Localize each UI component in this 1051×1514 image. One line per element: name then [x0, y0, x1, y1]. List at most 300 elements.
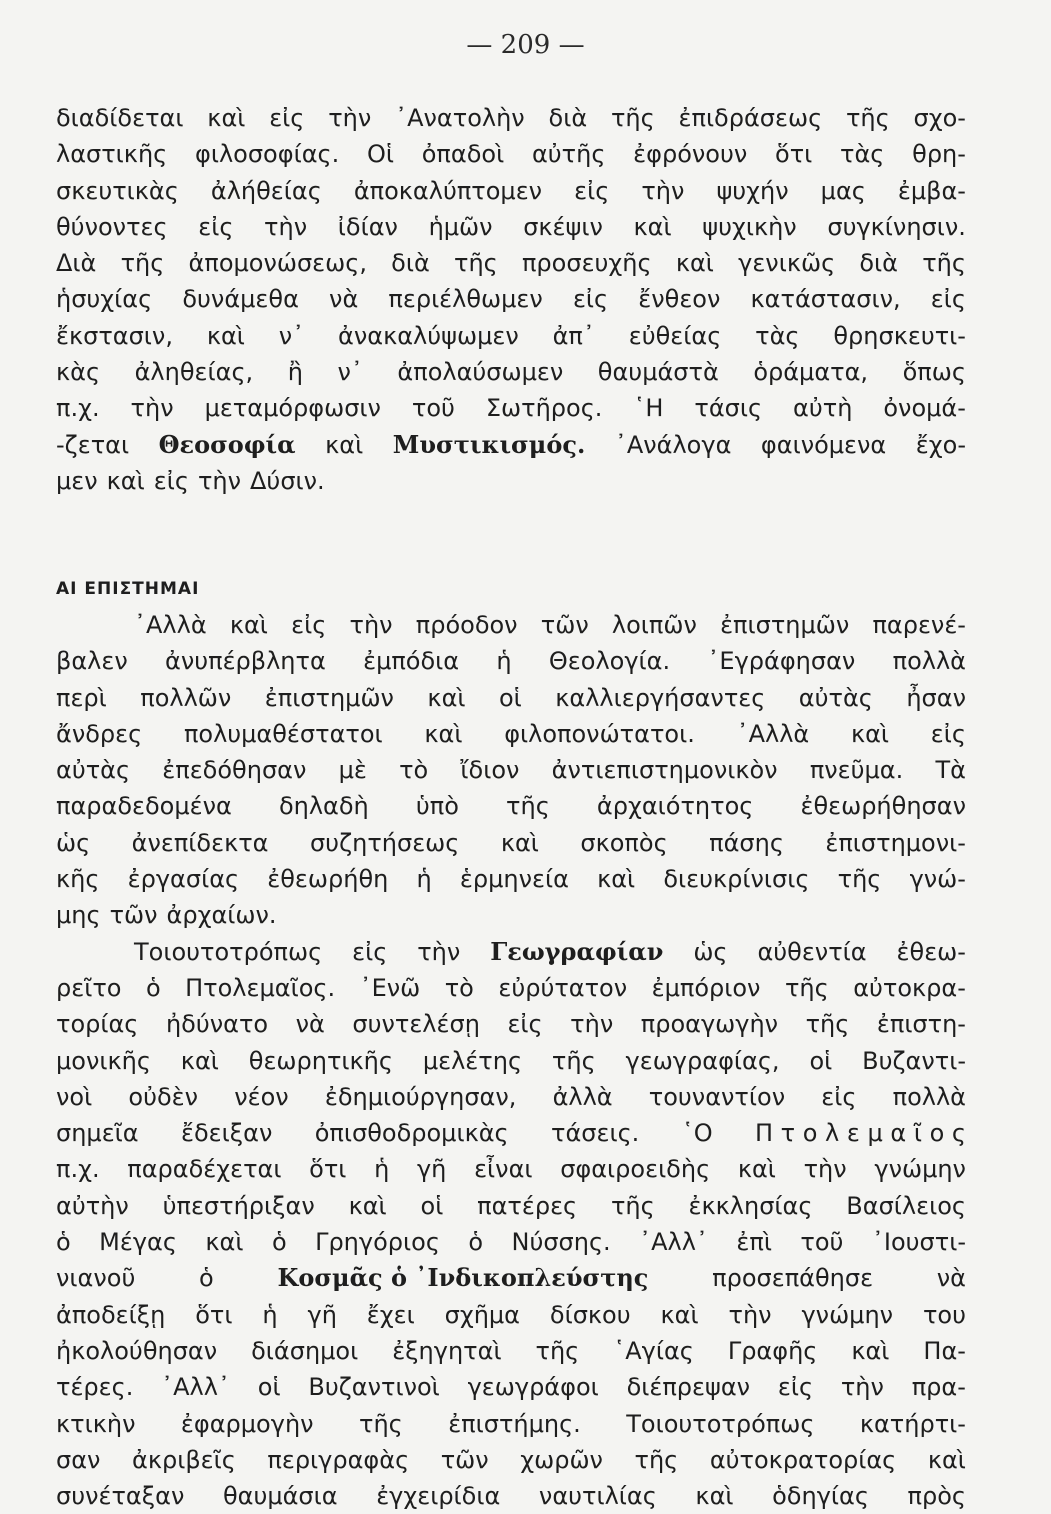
word: τὴν	[328, 104, 372, 132]
word: ἐθεω-	[896, 937, 966, 966]
text-line	[56, 1224, 966, 1260]
word: εἰς	[198, 212, 234, 241]
word: μεν	[56, 466, 98, 495]
word: ἀποκαλύπτομεν	[353, 176, 543, 205]
word: ἔχει	[366, 1300, 415, 1329]
word: πολλὰ	[892, 647, 966, 676]
word: τὴν	[130, 394, 174, 423]
word: ᾿Ανατολὴν	[395, 104, 525, 132]
word: καὶ	[660, 1300, 699, 1329]
word: ν᾿	[337, 358, 363, 387]
word: Π τ ο λ ε μ α ῖ ο ς	[754, 1119, 966, 1148]
word: καὶ	[597, 865, 636, 894]
word: ὅτι	[309, 1155, 347, 1184]
word: διὰ	[548, 104, 588, 132]
word: τὴν	[840, 1373, 884, 1402]
word: τῆς	[805, 1010, 850, 1039]
word: θρησκευτι-	[833, 321, 966, 350]
word: Θεολογία.	[548, 647, 671, 676]
word: αὐτοκρα-	[853, 973, 966, 1002]
word: νὰ	[936, 1264, 966, 1293]
word: Πα-	[923, 1336, 966, 1365]
text-line	[56, 209, 966, 245]
word: καὶ	[500, 828, 539, 857]
text-line	[56, 1478, 966, 1514]
word: καὶ	[229, 611, 268, 639]
word: μὲ	[338, 756, 367, 785]
word: π.χ.	[56, 394, 100, 423]
word: τῆς	[837, 865, 882, 894]
word: καὶ	[207, 104, 246, 132]
word: τορίας	[56, 1010, 139, 1039]
word: δίσκου	[549, 1300, 631, 1329]
word: ᾿Ενῶ	[359, 973, 421, 1002]
word: καὶ	[424, 719, 463, 748]
text-line	[56, 1006, 966, 1042]
word: εὐθείας	[628, 321, 722, 350]
word: τὸ	[399, 756, 429, 785]
word: ὅτι	[775, 140, 813, 169]
word: καὶ	[633, 212, 672, 241]
word: ᾿Ανάλογα	[614, 430, 732, 459]
word: σκοπὸς	[580, 828, 668, 857]
word: περὶ	[56, 683, 107, 712]
word: ἡσυχίας	[56, 285, 153, 314]
word: τὰς	[840, 140, 885, 169]
word: τῆς	[506, 792, 550, 821]
word: τὴν	[349, 611, 393, 639]
text-line	[56, 643, 966, 679]
word: ψυχικὴν	[702, 212, 797, 241]
word: αὐτοκρατορίας	[709, 1445, 897, 1474]
text-line	[56, 318, 966, 354]
word: τῶν	[109, 901, 158, 930]
text-line	[56, 1442, 966, 1478]
word: ᾿Αλλ᾿	[161, 1373, 230, 1402]
word: γενικῶς	[738, 249, 836, 278]
word: διέπρεψαν	[626, 1373, 751, 1402]
text-line	[56, 788, 966, 824]
word: ἐπὶ	[736, 1228, 772, 1257]
text-line	[56, 136, 966, 172]
word: θεωρητικῆς	[248, 1046, 393, 1075]
word: καὶ	[106, 466, 145, 495]
word: ῾Αγίας	[613, 1336, 694, 1365]
word: ἐθεωρήθησαν	[800, 792, 966, 821]
word: ἐμπόδια	[363, 647, 460, 676]
word: ῾Ο	[681, 1119, 713, 1148]
word: καὶ	[180, 1046, 219, 1075]
word: γνώμην	[801, 1300, 894, 1329]
word: ἡ	[496, 647, 512, 676]
word: πολλὰ	[892, 1082, 966, 1111]
word: ἠδύνατο	[165, 1010, 269, 1039]
word: μονικῆς	[56, 1046, 151, 1075]
word: πρόοδον	[415, 611, 518, 639]
word: ῾Η	[633, 394, 664, 423]
word: καὶ	[850, 719, 890, 748]
text-line	[56, 173, 966, 209]
word: τῶν	[440, 1445, 489, 1474]
word: ὀπισθοδρομικὰς	[314, 1119, 509, 1148]
word: τὴν	[197, 466, 242, 495]
word: ὡς	[693, 937, 728, 966]
word: μης	[56, 901, 101, 930]
word: ἑρμηνεία	[459, 865, 569, 894]
word: τῶν	[540, 611, 589, 639]
word: εὐρύτατον	[498, 973, 628, 1002]
word: πρα-	[911, 1373, 966, 1402]
word: συνέταξαν	[56, 1482, 185, 1511]
word: π.χ.	[56, 1155, 100, 1184]
word: Πτολεμαῖος.	[185, 973, 336, 1002]
word: τὴν	[641, 176, 685, 205]
word: οἱ	[809, 1046, 833, 1075]
word: ἀληθείας,	[134, 358, 254, 387]
word: Μέγας	[99, 1228, 177, 1257]
word: ᾿Εγράφησαν	[707, 647, 856, 676]
word: ἀνυπέρβλητα	[165, 647, 326, 676]
word: ὡς	[56, 828, 91, 857]
word: διαδίδεται	[56, 104, 184, 132]
word: πολυμαθέστατοι	[183, 719, 383, 748]
paragraph-mysticism	[56, 100, 966, 499]
word: Τὰ	[935, 756, 966, 785]
text-line	[56, 1151, 966, 1187]
word: ἠκολούθησαν	[56, 1336, 218, 1365]
word: ἐφαρμογὴν	[180, 1409, 314, 1438]
text-line	[56, 680, 966, 716]
word: σαν	[56, 1445, 101, 1474]
text-line	[56, 1079, 966, 1115]
word: διευκρίνισις	[663, 865, 810, 894]
word: τῆς	[610, 1191, 655, 1220]
word: τῆς	[535, 1336, 580, 1365]
word: γεωγραφίας,	[625, 1046, 780, 1075]
word: φιλοπονώτατοι.	[504, 719, 695, 748]
word: Τοιουτοτρόπως	[626, 1409, 815, 1438]
word: νιανοῦ	[56, 1264, 136, 1293]
word: ἀρχαιότητος	[596, 792, 754, 821]
word: ἐπεδόθησαν	[162, 756, 307, 785]
word: πατέρες	[477, 1191, 578, 1220]
text-line	[56, 1297, 966, 1333]
word: ἐμβα-	[897, 176, 966, 205]
text-line	[56, 897, 966, 933]
word: ἐπιστημῶν	[264, 683, 394, 712]
word: καὶ	[737, 1155, 776, 1184]
word: δυνάμεθα	[182, 285, 299, 314]
word: ἐπιστη-	[876, 1010, 966, 1039]
word: πολλῶν	[140, 683, 232, 712]
word: ἄνδρες	[56, 719, 143, 748]
word: ἀποδείξῃ	[56, 1300, 166, 1329]
word: τὴν	[803, 1155, 847, 1184]
word: καὶ	[206, 321, 245, 350]
word: πάσης	[709, 828, 784, 857]
word: διὰ	[859, 249, 898, 278]
word: τὰς	[755, 321, 800, 350]
word: Τοιουτοτρόπως	[134, 937, 323, 966]
word: Κοσμᾶς ὁ ᾿Ινδικοπλεύστης	[277, 1263, 649, 1293]
word: ἀπομονώσεως,	[188, 249, 367, 278]
word: Διὰ	[56, 249, 97, 278]
word: τέρες.	[56, 1373, 134, 1402]
word: θαυμάστὰ	[597, 358, 719, 387]
text-line	[56, 934, 966, 970]
word: πρὸς	[907, 1482, 966, 1511]
word: αὐτὴ	[793, 394, 853, 423]
word: καὶ	[427, 683, 466, 712]
word: ὀνομά-	[883, 394, 966, 423]
text-line	[56, 100, 966, 136]
text-line	[56, 390, 966, 426]
word: γῆ	[416, 1155, 447, 1184]
word: εἰς	[153, 466, 189, 495]
word: τὴν	[417, 937, 461, 966]
word: τὸ	[444, 973, 474, 1002]
word: φαινόμενα	[760, 430, 887, 459]
word: ἐπιδράσεως	[678, 104, 823, 132]
word: τῆς	[551, 1046, 596, 1075]
word: παρενέ-	[872, 611, 966, 639]
word: ὁδηγίας	[772, 1482, 869, 1511]
word: Γραφῆς	[727, 1336, 818, 1365]
word: παραδεδομένα	[56, 792, 232, 821]
word: χωρῶν	[520, 1445, 603, 1474]
word: ἐγχειρίδια	[376, 1482, 501, 1511]
word: προαγωγὴν	[640, 1010, 779, 1039]
word: ἴδιον	[460, 756, 520, 785]
word: ἀπολαύσωμεν	[397, 358, 564, 387]
word: ἐργασίας	[127, 865, 240, 894]
word: περιγραφὰς	[267, 1445, 410, 1474]
word: ὁ	[199, 1264, 214, 1293]
word: ὁ	[271, 1228, 287, 1257]
word: καὶ	[851, 1336, 890, 1365]
word: σκέψιν	[523, 212, 603, 241]
word: ἰδίαν	[337, 212, 398, 241]
word: σφαιροειδὴς	[560, 1155, 711, 1184]
word: εἰς	[777, 1373, 814, 1402]
word: εἰς	[291, 611, 327, 639]
word: τῆς	[610, 104, 655, 132]
word: ἔχο-	[915, 430, 966, 459]
word: οἱ	[420, 1191, 444, 1220]
word: τὴν	[728, 1300, 772, 1329]
text-line	[56, 1115, 966, 1151]
word: καλλιεργήσαντες	[555, 683, 766, 712]
word: ἐμπόριον	[651, 973, 761, 1002]
word: τῆς	[120, 249, 165, 278]
word: τῆς	[454, 249, 498, 278]
word: ἐπιστήμης.	[448, 1409, 581, 1438]
word: ἐξηγηταὶ	[392, 1336, 502, 1365]
word: τῆς	[634, 1445, 679, 1474]
word: ρεῖτο	[56, 973, 122, 1002]
page-number: — 209 —	[466, 30, 585, 60]
text-line	[56, 752, 966, 788]
word: ψυχήν	[716, 176, 789, 205]
word: ἐθεωρήθη	[267, 865, 389, 894]
text-line	[56, 970, 966, 1006]
word: ναυτιλίας	[538, 1482, 657, 1511]
paragraph-sciences	[56, 607, 966, 1514]
word: οἱ	[257, 1373, 281, 1402]
word: δηλαδὴ	[278, 792, 369, 821]
word: τῆς	[359, 1409, 403, 1438]
word: εἰς	[269, 104, 305, 132]
word: τάσις	[694, 394, 763, 423]
word: ἔδειξαν	[181, 1119, 273, 1148]
word: γνώ-	[909, 865, 966, 894]
word: τὴν	[264, 212, 308, 241]
section-heading: ΑΙ ΕΠΙΣΤΗΜΑΙ	[56, 579, 200, 599]
word: αὐτὰς	[798, 683, 873, 712]
text-line	[56, 463, 966, 499]
word: ἢ	[287, 358, 303, 387]
word: εἰς	[930, 285, 966, 314]
word: ὁ	[468, 1228, 484, 1257]
word: τῆς	[845, 104, 890, 132]
word: κτικὴν	[56, 1409, 136, 1438]
word: θύνοντες	[56, 212, 168, 241]
word: καὶ	[348, 1191, 387, 1220]
word: ὑπεστήριξαν	[162, 1191, 315, 1220]
word: τῆς	[784, 973, 829, 1002]
text-line	[56, 354, 966, 390]
word: ἀρχαίων.	[166, 901, 277, 930]
word: Νύσσης.	[511, 1228, 611, 1257]
text-line	[56, 607, 966, 643]
word: τοῦ	[411, 394, 455, 423]
text-line	[56, 861, 966, 897]
word: παραδέχεται	[127, 1155, 282, 1184]
word: θρη-	[912, 140, 966, 169]
text-line	[56, 1333, 966, 1369]
word: ὁράματα,	[753, 358, 869, 387]
word: λοιπῶν	[611, 611, 697, 639]
word: τὴν	[570, 1010, 614, 1039]
word: ὅτι	[195, 1300, 233, 1329]
word: Βυζαντι-	[862, 1046, 966, 1075]
text-line	[56, 825, 966, 861]
word: γνώμην	[874, 1155, 966, 1184]
text-line	[56, 1043, 966, 1079]
word: ἐκκλησίας	[688, 1191, 813, 1220]
word: αὐτὴν	[56, 1191, 129, 1220]
word: ὑπὸ	[415, 792, 459, 821]
word: διὰ	[391, 249, 430, 278]
word: ᾿Αλλ᾿	[639, 1228, 708, 1257]
word: νὰ	[329, 285, 359, 314]
word: ἦσαν	[906, 683, 966, 712]
word: ἐπιστημονι-	[825, 828, 966, 857]
word: ἡμῶν	[428, 212, 493, 241]
word: νοὶ	[56, 1082, 93, 1111]
word: εἰς	[507, 1010, 543, 1039]
word: ἀνεπίδεκτα	[131, 828, 269, 857]
word: γῆ	[307, 1300, 337, 1329]
word: ἡ	[262, 1300, 278, 1329]
word: ὁ	[56, 1228, 71, 1257]
word: κατήρτι-	[859, 1409, 966, 1438]
word: πνεῦμα.	[809, 756, 904, 785]
word: μεταμόρφωσιν	[204, 394, 381, 423]
word: τοῦ	[800, 1228, 844, 1257]
word: Δύσιν.	[250, 466, 325, 495]
word: κὰς	[56, 358, 101, 387]
word: μελέτης	[422, 1046, 523, 1075]
text-line	[56, 1369, 966, 1405]
word: συγκίνησιν.	[827, 212, 966, 241]
word: ἀλλὰ	[552, 1082, 613, 1111]
word: ἐφρόνουν	[633, 140, 748, 169]
word: νέον	[234, 1082, 289, 1111]
word: ᾿Αλλὰ	[134, 611, 207, 639]
word: ὀπαδοὶ	[421, 140, 505, 169]
word: οἱ	[498, 683, 522, 712]
word: Οἱ	[366, 140, 394, 169]
word: εἰς	[930, 719, 966, 748]
word: μας	[820, 176, 866, 205]
word: θαυμάσια	[222, 1482, 338, 1511]
word: κατάστασιν,	[750, 285, 901, 314]
word: βαλεν	[56, 647, 128, 676]
word: σημεῖα	[56, 1119, 139, 1148]
word: ἔνθεον	[638, 285, 721, 314]
word: ἐδημιούργησαν,	[324, 1082, 517, 1111]
word: γεωγράφοι	[467, 1373, 599, 1402]
word: Θεοσοφία	[158, 429, 296, 459]
word: ἀκριβεῖς	[132, 1445, 236, 1474]
word: καὶ	[927, 1445, 966, 1474]
word: -ζεται	[56, 430, 130, 459]
word: τουναντίον	[648, 1082, 786, 1111]
word: ἀνακαλύψωμεν	[338, 321, 519, 350]
word: καὶ	[675, 249, 714, 278]
word: του	[922, 1300, 966, 1329]
word: διάσημοι	[251, 1336, 359, 1365]
word: εἰς	[572, 285, 609, 314]
text-line	[56, 427, 966, 463]
word: συζητήσεως	[309, 828, 460, 857]
word: ἡ	[374, 1155, 390, 1184]
word: εἰς	[574, 176, 610, 205]
word: οὐδὲν	[128, 1082, 199, 1111]
word: νὰ	[295, 1010, 325, 1039]
word: ν᾿	[278, 321, 305, 350]
word: ἀπ᾿	[552, 321, 595, 350]
word: αὐτὰς	[56, 756, 131, 785]
word: τῆς	[922, 249, 966, 278]
word: ὅπως	[902, 358, 966, 387]
word: σχῆμα	[444, 1300, 520, 1329]
word: ἔκστασιν,	[56, 321, 173, 350]
word: συντελέσῃ	[352, 1010, 480, 1039]
word: αὐθεντία	[757, 937, 867, 966]
word: ᾿Αλλὰ	[736, 719, 810, 748]
text-line	[56, 1260, 966, 1296]
word: Σωτῆρος.	[485, 394, 603, 423]
word: καὶ	[695, 1482, 734, 1511]
word: εἰς	[821, 1082, 857, 1111]
word: εἶναι	[474, 1155, 533, 1184]
word: ἀλήθείας	[210, 176, 322, 205]
text-line	[56, 1188, 966, 1224]
word: σκευτικὰς	[56, 176, 179, 205]
word: Γεωγραφίαν	[490, 936, 664, 966]
